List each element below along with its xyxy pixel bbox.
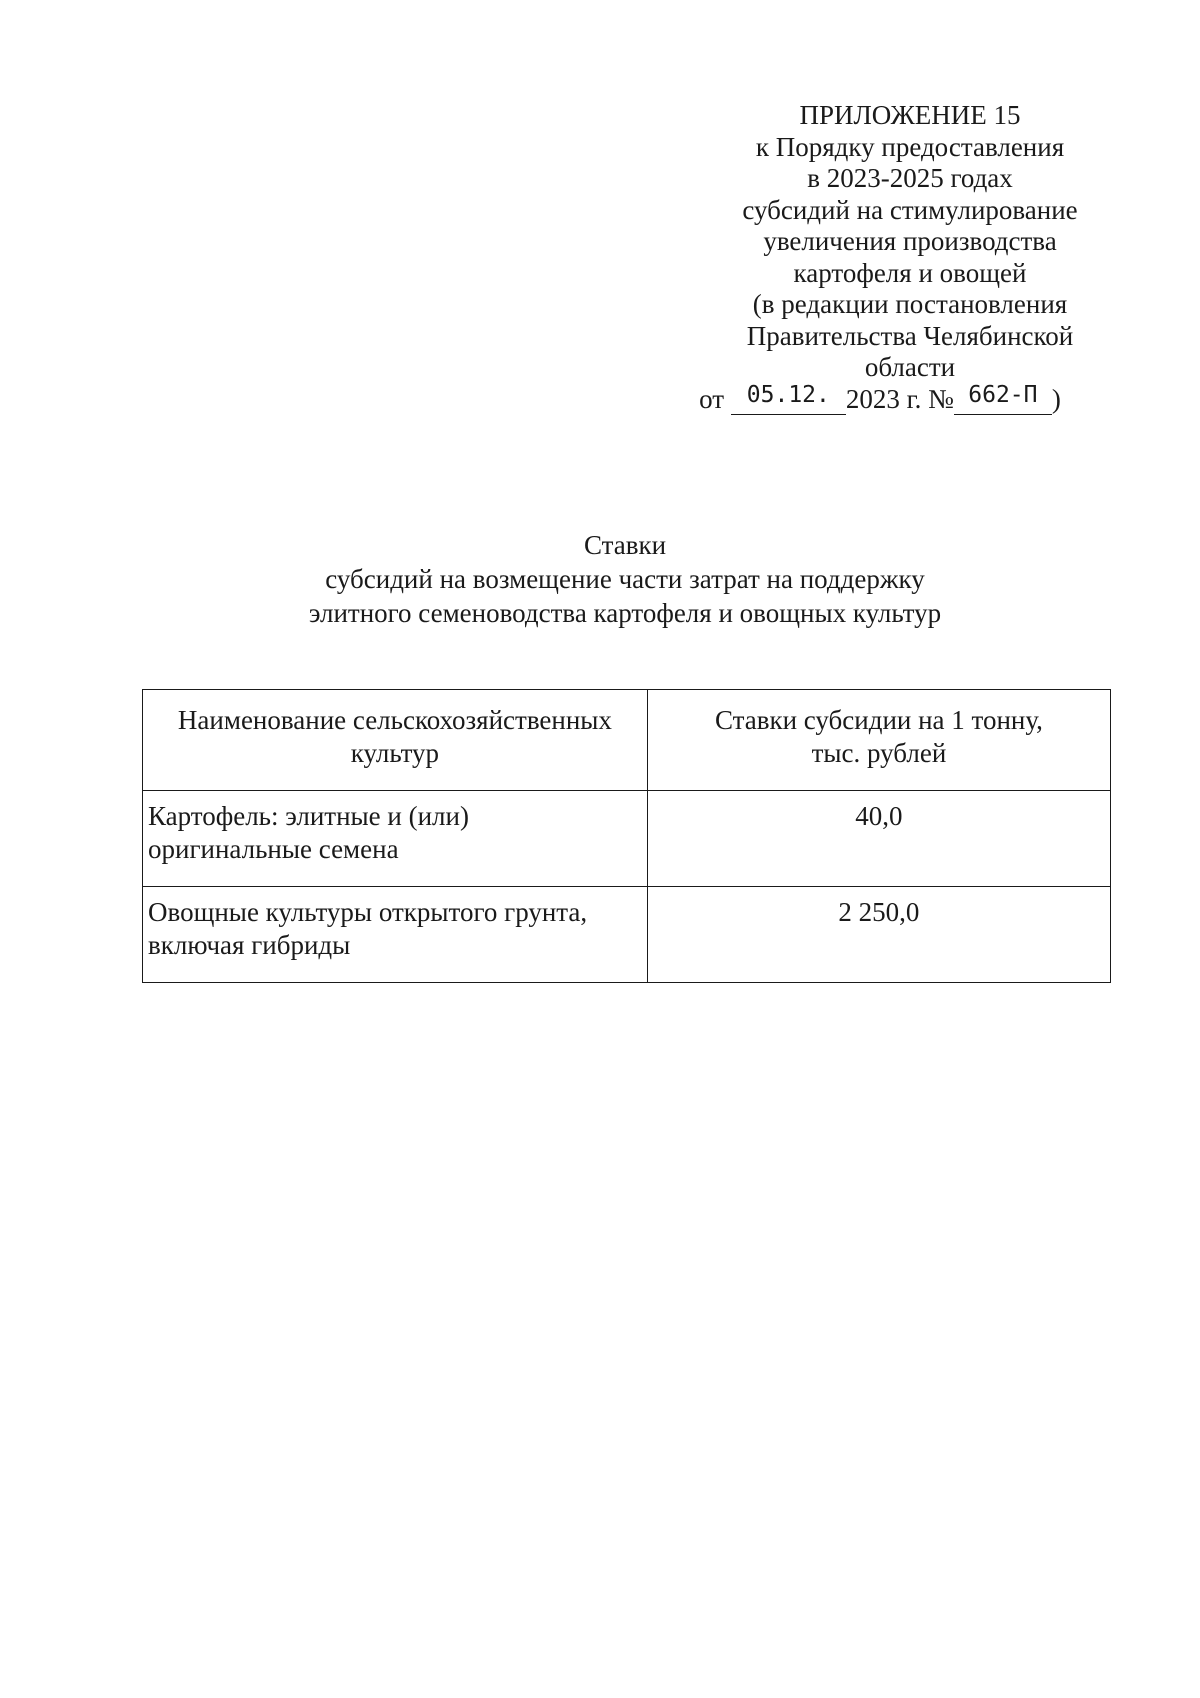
appendix-line: области [864,352,956,382]
appendix-header [700,100,1120,415]
appendix-line: увеличения производства [763,226,1057,256]
header-crop-name: Наименование сельскохозяйственных культур [143,690,648,791]
appendix-line: в 2023-2025 годах [807,163,1013,193]
crop-name-cell: Картофель: элитные и (или) оригинальные семена [143,791,648,887]
rate-value-cell: 2 250,0 [647,887,1110,983]
table-row [143,791,1111,887]
decree-date-field [731,381,846,415]
decree-number-field [954,381,1052,415]
subsidy-rates-table [142,689,1111,983]
table-row [143,887,1111,983]
appendix-line: Правительства Челябинской [746,320,1074,351]
table-header-row [143,690,1111,791]
appendix-line: картофеля и овощей [793,257,1027,288]
title-line-3: элитного семеноводства картофеля и овощных культур [308,598,942,628]
title-line-1: Ставки [583,530,667,560]
date-suffix: ) [1051,383,1061,414]
appendix-line: субсидий на стимулирование [742,194,1078,225]
decree-date-value: 05.12. [746,381,830,408]
decree-number-value: 662-П [968,381,1038,408]
document-title [150,528,1100,630]
crop-name-cell: Овощные культуры открытого грунта, включая гибриды [143,887,648,983]
date-prefix: от [699,383,725,414]
header-rate: Ставки субсидии на 1 тонну, тыс. рублей [647,690,1110,791]
decree-date-line [670,381,1090,416]
appendix-line: к Порядку предоставления [755,131,1065,162]
appendix-title: ПРИЛОЖЕНИЕ 15 [799,100,1021,130]
appendix-line: (в редакции постановления [752,289,1068,319]
rate-value-cell: 40,0 [647,791,1110,887]
title-line-2: субсидий на возмещение части затрат на поддержку [325,564,925,594]
decree-year: 2023 г. № [845,383,954,414]
